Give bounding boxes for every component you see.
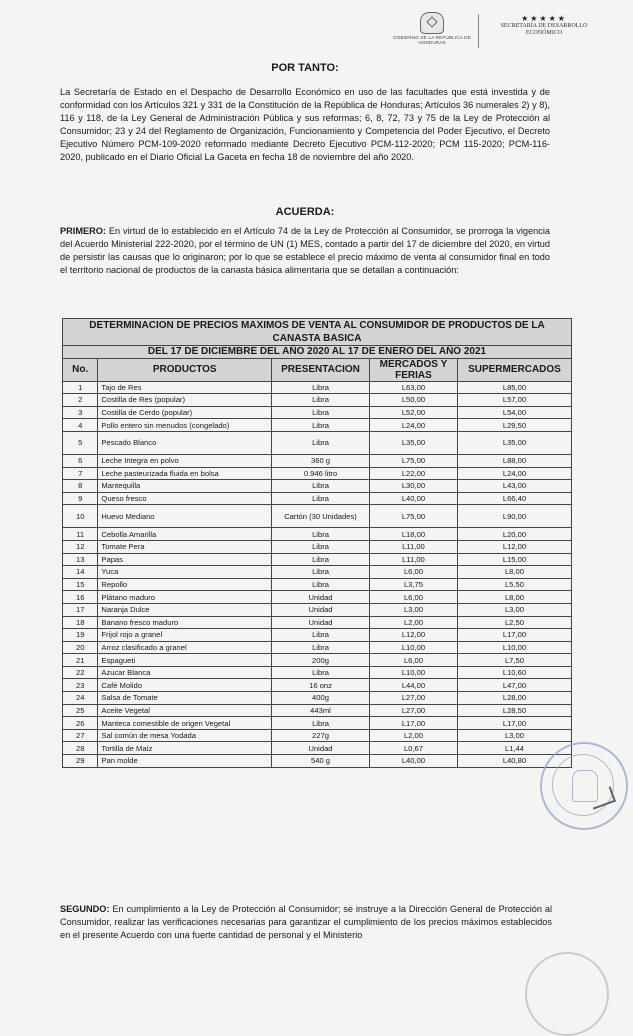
price-mercados: L12,00 [369,629,457,642]
price-table [62,318,572,768]
table-row [63,431,572,454]
table-row [63,692,572,705]
row-number: 23 [63,679,98,692]
row-number: 4 [63,419,98,432]
coat-of-arms-icon [420,12,444,34]
product-name: Salsa de Tomate [98,692,272,705]
price-mercados: L50,00 [369,394,457,407]
product-name: Leche Integra en polvo [98,454,272,467]
row-number: 12 [63,540,98,553]
presentation: Libra [272,641,370,654]
table-row [63,505,572,528]
row-number: 3 [63,406,98,419]
header-divider [478,14,479,48]
table-row [63,666,572,679]
ministry-name: SECRETARÍA DE DESARROLLO ECONÓMICO [500,23,588,36]
presentation: Libra [272,553,370,566]
price-mercados: L52,00 [369,406,457,419]
price-supermercados: L17,00 [457,717,571,730]
presentation: Libra [272,492,370,505]
presentation: Libra [272,431,370,454]
presentation: Libra [272,717,370,730]
presentation: 443ml [272,704,370,717]
row-number: 2 [63,394,98,407]
page-stamp-icon [525,952,609,1036]
product-name: Plátano maduro [98,591,272,604]
presentation: 200g [272,654,370,667]
product-name: Queso fresco [98,492,272,505]
table-row [63,717,572,730]
table-row [63,616,572,629]
price-supermercados: L29,50 [457,419,571,432]
row-number: 19 [63,629,98,642]
price-mercados: L22,00 [369,467,457,480]
presentation: Libra [272,629,370,642]
price-mercados: L75,00 [369,505,457,528]
table-row [63,603,572,616]
presentation: 0.946 litro [272,467,370,480]
price-mercados: L11,00 [369,553,457,566]
price-supermercados: L3,00 [457,729,571,742]
heading-acuerda: ACUERDA: [275,206,335,218]
price-supermercados: L20,00 [457,528,571,541]
row-number: 8 [63,480,98,493]
product-name: Cebolla Amarilla [98,528,272,541]
price-mercados: L40,00 [369,755,457,768]
table-row [63,492,572,505]
row-number: 20 [63,641,98,654]
row-number: 27 [63,729,98,742]
presentation: Unidad [272,742,370,755]
presentation: Unidad [272,603,370,616]
price-mercados: L2,00 [369,616,457,629]
presentation: 360 g [272,454,370,467]
price-supermercados: L35,00 [457,431,571,454]
row-number: 18 [63,616,98,629]
heading-por-tanto: POR TANTO: [271,62,339,74]
ministry-logo [484,14,604,37]
table-row [63,454,572,467]
price-mercados: L27,00 [369,692,457,705]
product-name: Café Molido [98,679,272,692]
presentation: Cartón (30 Unidades) [272,505,370,528]
paragraph-segundo [60,903,552,942]
government-name: GOBIERNO DE LA REPÚBLICA DE HONDURAS [393,35,471,45]
row-number: 17 [63,603,98,616]
row-number: 1 [63,381,98,394]
presentation: Unidad [272,616,370,629]
product-name: Pan molde [98,755,272,768]
product-name: Banano fresco maduro [98,616,272,629]
product-name: Tajo de Res [98,381,272,394]
table-row [63,528,572,541]
row-number: 9 [63,492,98,505]
table-row [63,654,572,667]
price-mercados: L10,00 [369,641,457,654]
table-row [63,553,572,566]
price-mercados: L3,75 [369,578,457,591]
row-number: 22 [63,666,98,679]
product-name: Mantequilla [98,480,272,493]
price-supermercados: L43,00 [457,480,571,493]
table-row [63,679,572,692]
col-header-presentacion: PRESENTACION [272,358,370,381]
price-supermercados: L28,50 [457,704,571,717]
table-row [63,629,572,642]
presentation: 400g [272,692,370,705]
col-header-supermercados: SUPERMERCADOS [457,358,571,381]
table-row [63,578,572,591]
product-name: Arroz clasificado a granel [98,641,272,654]
col-header-no: No. [63,358,98,381]
row-number: 28 [63,742,98,755]
row-number: 7 [63,467,98,480]
price-supermercados: L47,00 [457,679,571,692]
price-mercados: L27,00 [369,704,457,717]
presentation: Libra [272,419,370,432]
row-number: 14 [63,566,98,579]
price-mercados: L63,00 [369,381,457,394]
price-mercados: L40,00 [369,492,457,505]
paragraph-considerations: La Secretaría de Estado en el Despacho de Desarrollo Económico en uso de las facultades que está investida y de conformidad con los Artículos 321 y 331 de la Constitución de la República de Honduras; Artículos 36 numerales 2) y 8), 116 y 118, de la Ley General de Administración Pública y sus reformas; 6, 8, 72, 73 y 75 de la Ley de Protección al Consumidor; 23 y 24 del Reglamento de Organización, Funcionamiento y Competencia del Poder Ejecutivo, el Decreto Ejecutivo Número PCM-109-2020 reformado mediante Decreto Ejecutivo PCM-112-2020; PCM 115-2020; PCM-116-2020, publicado en el Diario Oficial La Gaceta en fecha 18 de noviembre del año 2020. [60,87,550,162]
price-supermercados: L12,00 [457,540,571,553]
price-mercados: L6,00 [369,591,457,604]
table-row [63,480,572,493]
price-supermercados: L5,50 [457,578,571,591]
price-supermercados: L40,80 [457,755,571,768]
price-mercados: L75,00 [369,454,457,467]
price-supermercados: L8,00 [457,566,571,579]
price-supermercados: L66,40 [457,492,571,505]
presentation: Libra [272,381,370,394]
presentation: 16 onz [272,679,370,692]
price-supermercados: L1,44 [457,742,571,755]
paragraph-primero [60,225,550,277]
table-row [63,540,572,553]
product-name: Aceite Vegetal [98,704,272,717]
price-supermercados: L24,00 [457,467,571,480]
product-name: Tomate Pera [98,540,272,553]
presentation: Libra [272,406,370,419]
price-mercados: L18,00 [369,528,457,541]
government-logo [392,12,472,45]
product-name: Manteca comestible de origen Vegetal [98,717,272,730]
price-supermercados: L88,00 [457,454,571,467]
product-name: Naranja Dulce [98,603,272,616]
letterhead [0,12,633,50]
presentation: Libra [272,480,370,493]
product-name: Tortilla de Maíz [98,742,272,755]
presentation: Libra [272,528,370,541]
price-supermercados: L10,60 [457,666,571,679]
price-supermercados: L28,00 [457,692,571,705]
table-row [63,742,572,755]
table-row [63,591,572,604]
row-number: 11 [63,528,98,541]
price-supermercados: L54,00 [457,406,571,419]
price-supermercados: L8,00 [457,591,571,604]
table-row [63,755,572,768]
primero-text: En virtud de lo establecido en el Artículo 74 de la Ley de Protección al Consumidor, se prorroga la vigencia del Acuerdo Ministerial 222-2020, por el término de UN (1) MES, contado a partir del 17 de diciembre del 2020, en virtud de persistir las causas que lo originaron; por lo que se establece el precio máximo de venta al consumidor final en todo el territorio nacional de productos de la canasta básica alimentaria que se detallan a continuación: [60,226,550,275]
primero-label: PRIMERO: [60,226,106,236]
row-number: 24 [63,692,98,705]
price-mercados: L3,00 [369,603,457,616]
product-name: Azucar Blanca [98,666,272,679]
product-name: Papas [98,553,272,566]
price-mercados: L10,00 [369,666,457,679]
product-name: Huevo Mediano [98,505,272,528]
table-row [63,467,572,480]
segundo-label: SEGUNDO: [60,904,110,914]
presentation: Libra [272,566,370,579]
row-number: 29 [63,755,98,768]
price-mercados: L6,00 [369,566,457,579]
price-supermercados: L15,00 [457,553,571,566]
presentation: Libra [272,578,370,591]
table-title: DETERMINACION DE PRECIOS MAXIMOS DE VENTA AL CONSUMIDOR DE PRODUCTOS DE LA CANASTA BASICA [63,319,572,346]
table-row [63,419,572,432]
official-seal-icon [540,742,628,830]
product-name: Costilla de Res (popular) [98,394,272,407]
product-name: Yuca [98,566,272,579]
table-row [63,704,572,717]
presentation: Libra [272,666,370,679]
table-row [63,406,572,419]
row-number: 15 [63,578,98,591]
table-row [63,566,572,579]
col-header-productos: PRODUCTOS [98,358,272,381]
col-header-mercados: MERCADOS Y FERIAS [369,358,457,381]
row-number: 6 [63,454,98,467]
table-period: DEL 17 DE DICIEMBRE DEL AÑO 2020 AL 17 DE ENERO DEL AÑO 2021 [63,346,572,359]
presentation: 227g [272,729,370,742]
row-number: 26 [63,717,98,730]
product-name: Espagueti [98,654,272,667]
row-number: 21 [63,654,98,667]
price-supermercados: L10,00 [457,641,571,654]
price-supermercados: L85,00 [457,381,571,394]
product-name: Pescado Blanco [98,431,272,454]
price-supermercados: L7,50 [457,654,571,667]
table-row [63,381,572,394]
product-name: Costilla de Cerdo (popular) [98,406,272,419]
product-name: Pollo entero sin menudos (congelado) [98,419,272,432]
price-mercados: L0,67 [369,742,457,755]
row-number: 5 [63,431,98,454]
product-name: Sal común de mesa Yodada [98,729,272,742]
table-row [63,729,572,742]
price-supermercados: L57,00 [457,394,571,407]
table-row [63,641,572,654]
presentation: Libra [272,394,370,407]
presentation: 540 g [272,755,370,768]
price-mercados: L24,00 [369,419,457,432]
price-mercados: L35,00 [369,431,457,454]
price-supermercados: L90,00 [457,505,571,528]
product-name: Frijol rojo a granel [98,629,272,642]
row-number: 25 [63,704,98,717]
price-mercados: L2,00 [369,729,457,742]
presentation: Libra [272,540,370,553]
row-number: 16 [63,591,98,604]
row-number: 10 [63,505,98,528]
segundo-text: En cumplimiento a la Ley de Protección al Consumidor; se instruye a la Dirección General de Protección al Consumidor, realizar las verificaciones necesarias para garantizar el cumplimiento de los precios máximos establecidos en el presente Acuerdo con una fuerte cantidad de personal y el Ministerio [60,904,552,940]
price-mercados: L44,00 [369,679,457,692]
price-supermercados: L3,00 [457,603,571,616]
table-body [63,381,572,767]
price-mercados: L30,00 [369,480,457,493]
row-number: 13 [63,553,98,566]
stars-icon: ★★★★★ [521,14,567,23]
product-name: Leche pasteurizada fluida en bolsa [98,467,272,480]
presentation: Unidad [272,591,370,604]
price-mercados: L6,00 [369,654,457,667]
price-mercados: L17,00 [369,717,457,730]
price-supermercados: L17,00 [457,629,571,642]
table-row [63,394,572,407]
product-name: Repollo [98,578,272,591]
price-mercados: L11,00 [369,540,457,553]
price-supermercados: L2,50 [457,616,571,629]
